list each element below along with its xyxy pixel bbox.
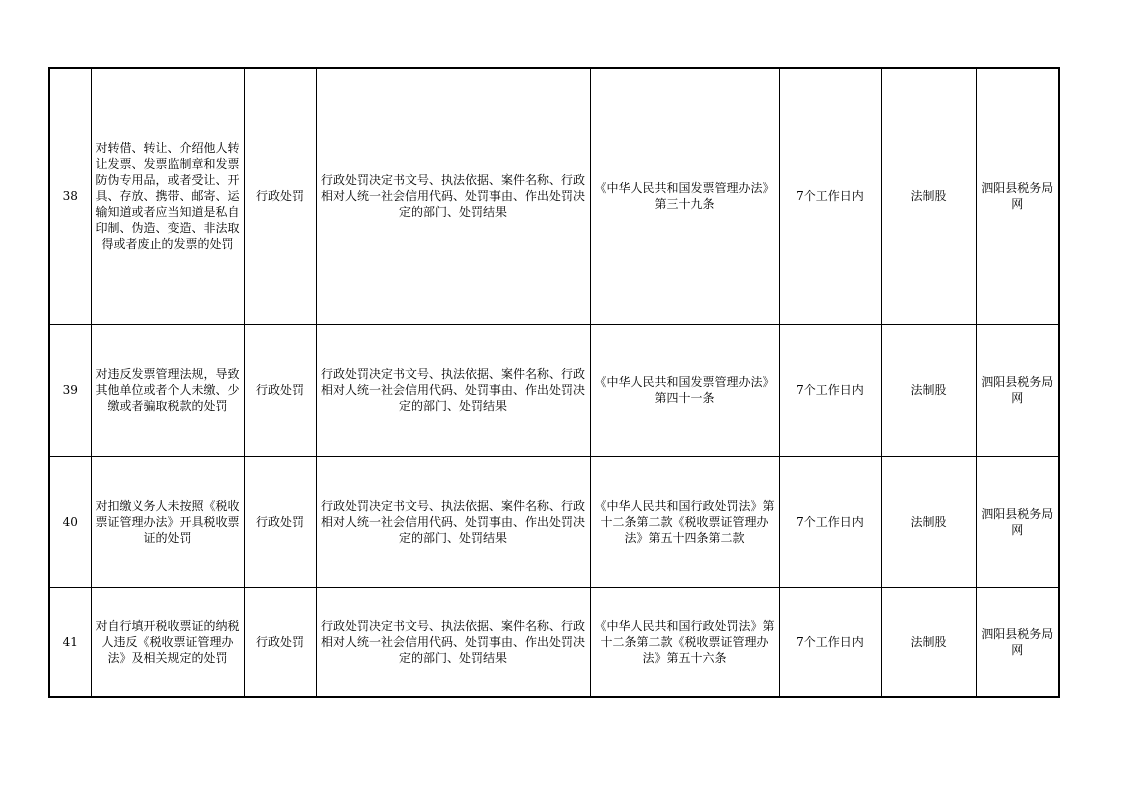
- disclosure-channel: 泗阳县税务局网: [976, 324, 1059, 456]
- table-row: [49, 456, 1059, 587]
- time-limit: 7个工作日内: [779, 456, 881, 587]
- row-number: 38: [49, 68, 91, 324]
- responsible-department: 法制股: [881, 456, 976, 587]
- disclosure-channel: 泗阳县税务局网: [976, 456, 1059, 587]
- responsible-department: 法制股: [881, 68, 976, 324]
- legal-basis: 《中华人民共和国行政处罚法》第十二条第二款《税收票证管理办法》第五十六条: [590, 587, 779, 697]
- item-name: 对转借、转让、介绍他人转让发票、发票监制章和发票防伪专用品，或者受让、开具、存放、携带、邮寄、运输知道或者应当知道是私自印制、伪造、变造、非法取得或者废止的发票的处罚: [91, 68, 244, 324]
- item-category: 行政处罚: [244, 456, 316, 587]
- disclosure-content: 行政处罚决定书文号、执法依据、案件名称、行政相对人统一社会信用代码、处罚事由、作出处罚决定的部门、处罚结果: [316, 68, 590, 324]
- row-number: 39: [49, 324, 91, 456]
- responsible-department: 法制股: [881, 324, 976, 456]
- table-row: [49, 68, 1059, 324]
- item-category: 行政处罚: [244, 324, 316, 456]
- table-row: [49, 324, 1059, 456]
- disclosure-channel: 泗阳县税务局网: [976, 587, 1059, 697]
- responsible-department: 法制股: [881, 587, 976, 697]
- time-limit: 7个工作日内: [779, 68, 881, 324]
- time-limit: 7个工作日内: [779, 324, 881, 456]
- row-number: 40: [49, 456, 91, 587]
- disclosure-channel: 泗阳县税务局网: [976, 68, 1059, 324]
- item-name: 对违反发票管理法规，导致其他单位或者个人未缴、少缴或者骗取税款的处罚: [91, 324, 244, 456]
- table-row: [49, 587, 1059, 697]
- legal-basis: 《中华人民共和国发票管理办法》第四十一条: [590, 324, 779, 456]
- row-number: 41: [49, 587, 91, 697]
- item-name: 对自行填开税收票证的纳税人违反《税收票证管理办法》及相关规定的处罚: [91, 587, 244, 697]
- penalty-disclosure-table: [48, 67, 1060, 698]
- disclosure-content: 行政处罚决定书文号、执法依据、案件名称、行政相对人统一社会信用代码、处罚事由、作出处罚决定的部门、处罚结果: [316, 587, 590, 697]
- legal-basis: 《中华人民共和国发票管理办法》第三十九条: [590, 68, 779, 324]
- item-name: 对扣缴义务人未按照《税收票证管理办法》开具税收票证的处罚: [91, 456, 244, 587]
- time-limit: 7个工作日内: [779, 587, 881, 697]
- legal-basis: 《中华人民共和国行政处罚法》第十二条第二款《税收票证管理办法》第五十四条第二款: [590, 456, 779, 587]
- item-category: 行政处罚: [244, 587, 316, 697]
- disclosure-content: 行政处罚决定书文号、执法依据、案件名称、行政相对人统一社会信用代码、处罚事由、作出处罚决定的部门、处罚结果: [316, 456, 590, 587]
- disclosure-content: 行政处罚决定书文号、执法依据、案件名称、行政相对人统一社会信用代码、处罚事由、作出处罚决定的部门、处罚结果: [316, 324, 590, 456]
- item-category: 行政处罚: [244, 68, 316, 324]
